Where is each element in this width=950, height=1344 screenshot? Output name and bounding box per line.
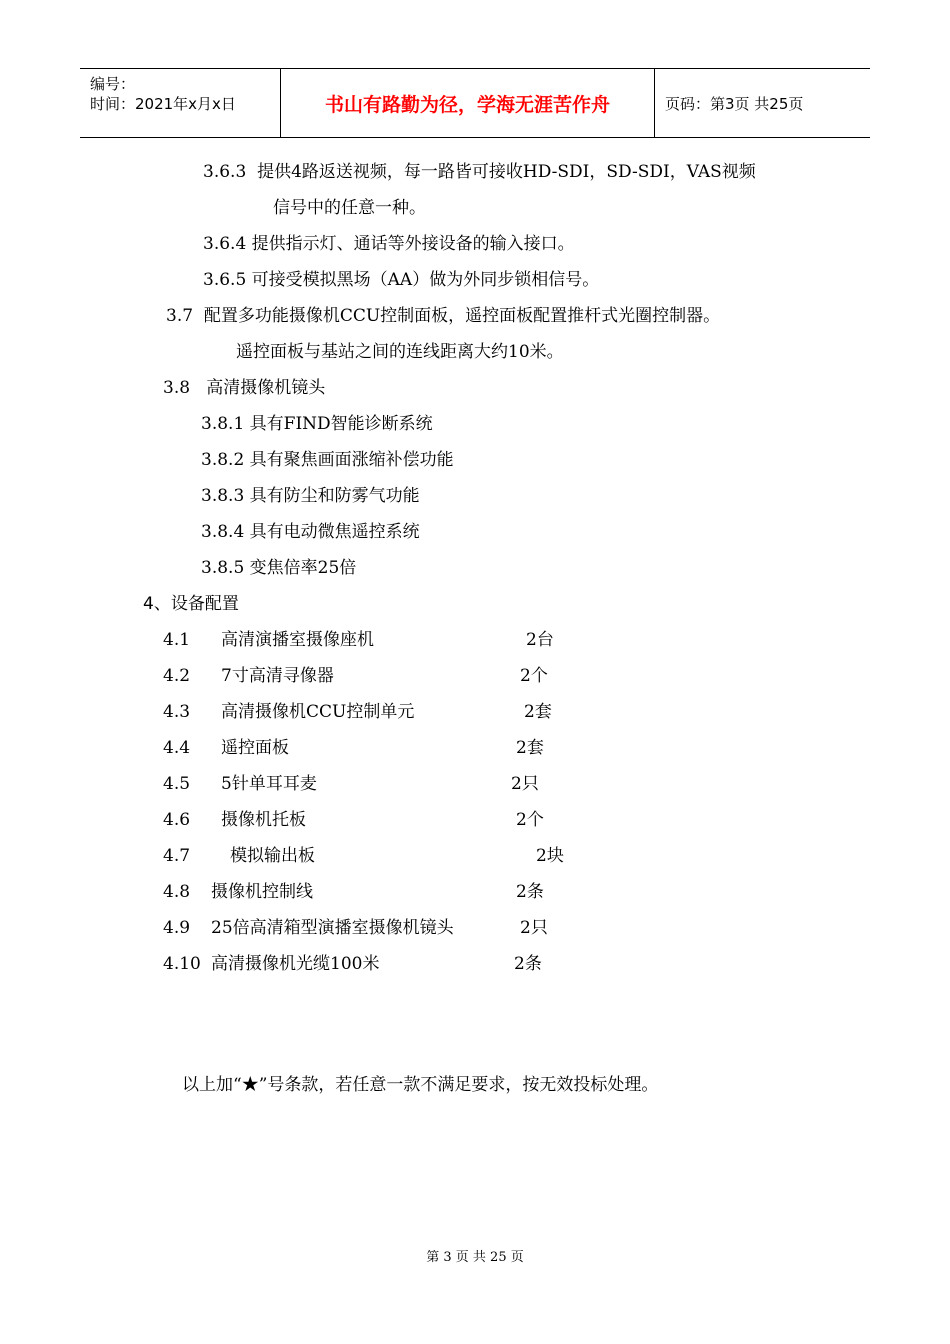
item-number: 4.2 bbox=[163, 666, 191, 686]
item-number: 4.10 bbox=[163, 954, 201, 974]
page-header bbox=[80, 68, 870, 138]
item-name: 高清摄像机CCU控制单元 bbox=[221, 702, 415, 722]
header-page-cell bbox=[655, 69, 870, 137]
item-name: 7寸高清寻像器 bbox=[221, 666, 334, 686]
clause-3-7-cont: 遥控面板与基站之间的连线距离大约10米。 bbox=[236, 342, 564, 362]
item-name: 遥控面板 bbox=[221, 738, 289, 758]
item-qty: 2只 bbox=[520, 918, 548, 938]
item-qty: 2个 bbox=[516, 810, 544, 830]
clause-3-8: 3.8 高清摄像机镜头 bbox=[163, 378, 326, 398]
item-name: 25倍高清箱型演播室摄像机镜头 bbox=[211, 918, 454, 938]
item-number: 4.5 bbox=[163, 774, 191, 794]
page-footer: 第 3 页 共 25 页 bbox=[426, 1250, 524, 1265]
item-number: 4.1 bbox=[163, 630, 191, 650]
item-name: 摄像机托板 bbox=[221, 810, 306, 830]
item-qty: 2只 bbox=[511, 774, 539, 794]
item-number: 4.7 bbox=[163, 846, 191, 866]
clause-3-6-5: 3.6.5 可接受模拟黑场（AA）做为外同步锁相信号。 bbox=[203, 270, 600, 290]
clause-3-6-3: 3.6.3 提供4路返送视频，每一路皆可接收HD-SDI，SD-SDI，VAS视频 bbox=[203, 162, 756, 182]
item-qty: 2台 bbox=[526, 630, 554, 650]
clause-3-6-3-cont: 信号中的任意一种。 bbox=[273, 198, 426, 218]
item-name: 摄像机控制线 bbox=[211, 882, 313, 902]
header-motto: 书山有路勤为径，学海无涯苦作舟 bbox=[324, 93, 610, 116]
item-number: 4.3 bbox=[163, 702, 191, 722]
clause-3-8-1: 3.8.1 具有FIND智能诊断系统 bbox=[201, 414, 433, 434]
clause-3-8-4: 3.8.4 具有电动微焦遥控系统 bbox=[201, 522, 420, 542]
clause-3-8-3: 3.8.3 具有防尘和防雾气功能 bbox=[201, 486, 420, 506]
item-name: 模拟输出板 bbox=[230, 846, 315, 866]
item-number: 4.8 bbox=[163, 882, 191, 902]
header-motto-cell bbox=[281, 69, 655, 137]
header-page-info: 页码：第3页 共25页 bbox=[665, 94, 804, 113]
item-qty: 2个 bbox=[520, 666, 548, 686]
item-qty: 2条 bbox=[516, 882, 544, 902]
item-name: 高清演播室摄像座机 bbox=[221, 630, 374, 650]
doc-number-label: 编号： bbox=[90, 75, 136, 93]
item-qty: 2条 bbox=[514, 954, 542, 974]
item-number: 4.9 bbox=[163, 918, 191, 938]
item-number: 4.6 bbox=[163, 810, 191, 830]
clause-3-6-4: 3.6.4 提供指示灯、通话等外接设备的输入接口。 bbox=[203, 234, 575, 254]
item-number: 4.4 bbox=[163, 738, 191, 758]
header-meta-cell bbox=[80, 69, 281, 137]
item-qty: 2套 bbox=[516, 738, 544, 758]
clause-3-7: 3.7 配置多功能摄像机CCU控制面板，遥控面板配置推杆式光圈控制器。 bbox=[166, 306, 721, 326]
item-qty: 2套 bbox=[524, 702, 552, 722]
item-qty: 2块 bbox=[536, 846, 564, 866]
section-4-heading: 4、设备配置 bbox=[143, 594, 239, 614]
clause-3-8-2: 3.8.2 具有聚焦画面涨缩补偿功能 bbox=[201, 450, 454, 470]
item-name: 5针单耳耳麦 bbox=[221, 774, 317, 794]
invalid-bid-note: 以上加“★”号条款，若任意一款不满足要求，按无效投标处理。 bbox=[182, 1075, 659, 1095]
clause-3-8-5: 3.8.5 变焦倍率25倍 bbox=[201, 558, 357, 578]
doc-time-label: 时间：2021年x月x日 bbox=[90, 95, 236, 113]
item-name: 高清摄像机光缆100米 bbox=[211, 954, 380, 974]
